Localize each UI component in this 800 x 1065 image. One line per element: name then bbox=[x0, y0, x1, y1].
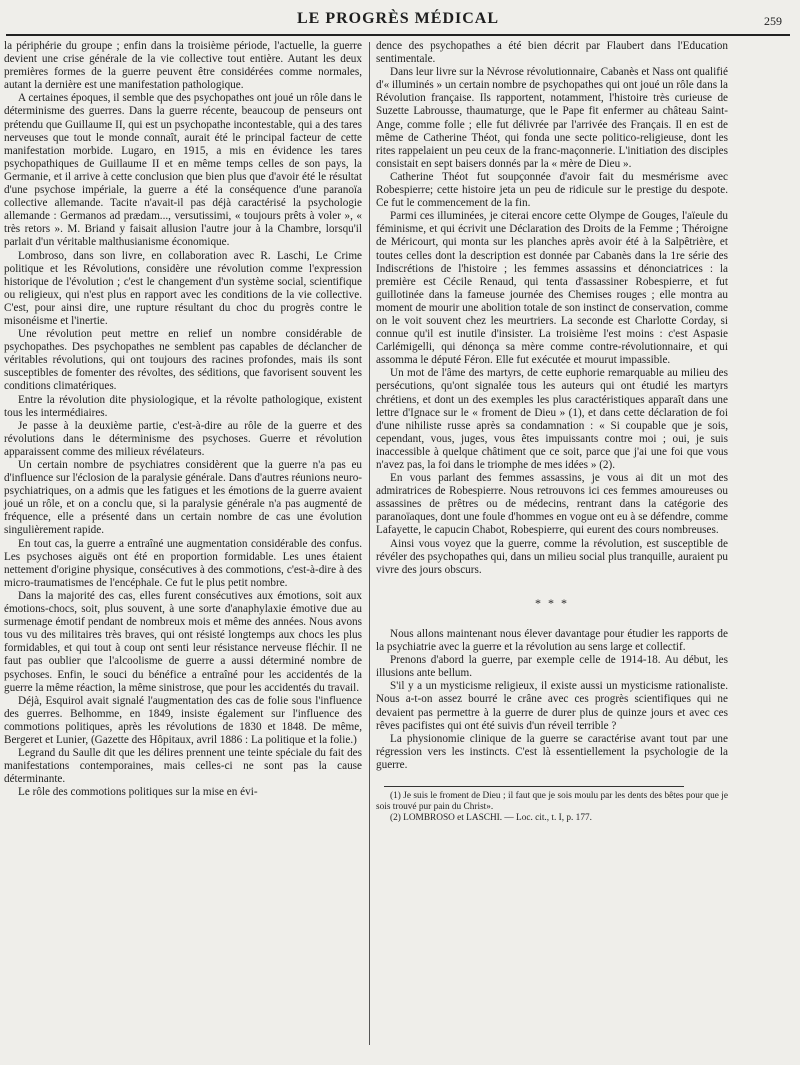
footnote: (1) Je suis le froment de Dieu ; il faut que je sois moulu par les dents des bêtes pour que je sois trouvé pur pain du Christ». bbox=[376, 790, 728, 812]
paragraph: dence des psychopathes a été bien décrit par Flaubert dans l'Education sentimentale. bbox=[376, 40, 728, 66]
page-header bbox=[6, 6, 790, 34]
footnote-rule bbox=[384, 786, 684, 787]
paragraph: la périphérie du groupe ; enfin dans la troisième période, l'actuelle, la guerre devient une crise générale de la vie collective tout entière. Autant les deux premières formes de la guerre peuvent être considérées comme normales, autant la dernière est une manifestation pathologique. bbox=[4, 40, 362, 92]
paragraph: Legrand du Saulle dit que les délires prennent une teinte spéciale du fait des manifestations contemporaines, mais celles-ci ne sont pas la cause déterminante. bbox=[4, 747, 362, 786]
paragraph: Prenons d'abord la guerre, par exemple celle de 1914-18. Au début, les illusions ante bellum. bbox=[376, 654, 728, 680]
paragraph: Le rôle des commotions politiques sur la mise en évi- bbox=[18, 786, 258, 799]
paragraph: La physionomie clinique de la guerre se caractérise avant tout par une régression vers les instincts. C'est là essentiellement la psychologie de la guerre. bbox=[376, 732, 728, 771]
page-number: 259 bbox=[764, 14, 782, 28]
paragraph: A certaines époques, il semble que des psychopathes ont joué un rôle dans le déterminisme des guerres. Dans la guerre récente, beaucoup de penseurs ont prétendu que Guillaume II, qui est un psychopathe incontestable, qui a des tares nerveuses que tout le monde connaît, aurait été le principal facteur de cette manifestation morbide. Lugaro, en 1915, a mis en évidence les tares psychopathiques de Guillaume II et en même temps celles de son pays, la Germanie, et il arrive à cette conclusion que bien plus que d'avoir été le résultat d'une psychose impériale, la guerre a été la conséquence d'une paranoïa collective allemande. Tacite n'avait-il pas déjà caractérisé la psychologie allemande : Germanos ad prædam..., versutissimi, « toujours prêts à voler », « très retors ». M. Briand y faisait allusion l'autre jour à la Chambre, lorsqu'il parlait d'un véritable malthusianisme économique. bbox=[4, 92, 362, 249]
paragraph: Ainsi vous voyez que la guerre, comme la révolution, est susceptible de révéler des psychopathes qui, dans un milieu social plus tranquille, auraient pu vivre des jours obscurs. bbox=[376, 537, 729, 576]
paragraph: Une révolution peut mettre en relief un nombre considérable de psychopathes. Des psychopathes ne semblent pas capables de déclancher de véritables révolutions, qui ont toujours des racines profondes, mais ils sont susceptibles de fomenter des révoltes, des séditions, que favorisent souvent les conditions climatériques. bbox=[4, 328, 362, 393]
running-title: LE PROGRÈS MÉDICAL bbox=[296, 10, 500, 27]
section-ornament: * * * bbox=[535, 595, 569, 610]
paragraph: En vous parlant des femmes assassins, je vous ai dit un mot des admiratrices de Robespierre. Nous retrouvons ici ces femmes amoureuses ou assassines de prêtres ou de médecins, rentrant dans la catégorie des paranoïaques, dont une foule d'hommes en vogue ont eu à se défendre, comme Lafayette, le capucin Chabot, Robespierre, qui eurent des cours nombreuses. bbox=[376, 472, 728, 537]
paragraph: Parmi ces illuminées, je citerai encore cette Olympe de Gouges, l'aïeule du féminisme, et qui écrivit une Déclaration des Droits de la Femme ; Théroigne de Méricourt, qui monta sur les planches après avoir été à la Salpêtrière, et toutes celles dont la description est donnée par Cabanès dans la 1re série des Indiscrétions de l'histoire ; les femmes assassins et dénonciatrices : la première est Cécile Renaud, qui tenta d'assassiner Robespierre, et fut guillotinée dans la fameuse journée des Chemises rouges ; elle montra au moment de mourir une abolition totale de son instinct de conservation, comme on le voit souvent chez les meurtriers. La seconde est Charlotte Corday, si connue qu'il est inutile d'insister. La troisième l'est moins : c'est Aspasie Carlémigelli, qui dénonça sa mère comme contre-révolutionnaire, et qui assomma le député Féron. Elle fut exécutée et mourut impassible. bbox=[376, 210, 728, 367]
left-column bbox=[4, 40, 362, 799]
paragraph: Un mot de l'âme des martyrs, de cette euphorie remarquable au milieu des persécutions, qu'ont signalée tous les auteurs qui ont étudié les martyrs chrétiens, et dont un des exemples les plus caractéristiques apparaît dans une lettre d'Ignace sur le « froment de Dieu » (1), et dans cette déclaration de foi d'une nihiliste russe après sa condamnation : « Si coupable que je sois, cependant, vous, juges, vous êtes impuissants contre moi ; oui, je suis inaccessible à quelque châtiment que ce soit, parce que j'ai une foi que vous n'avez pas, la foi dans le triomphe de mes idées » (2). bbox=[376, 367, 728, 471]
paragraph: Je passe à la deuxième partie, c'est-à-dire au rôle de la guerre et des révolutions dans le déterminisme des psychoses. Guerre et révolution apparaissent comme des milieux révélateurs. bbox=[4, 419, 362, 458]
paragraph: S'il y a un mysticisme religieux, il existe aussi un mysticisme rationaliste. Nous a-t-on assez bourré le crâne avec ces progrès scientifiques qui ne devaient pas permettre à la guerre de durer plus de quinze jours et avec ces rêves pacifistes qui ont été suivis d'un réveil terrible ? bbox=[376, 680, 728, 732]
paragraph: Lombroso, dans son livre, en collaboration avec R. Laschi, Le Crime politique et les Révolutions, considère une révolution comme l'expression historique de l'évolution ; c'est le changement d'un système social, scientifique ou religieux, qui n'est plus en rapport avec les conditions de la vie collective. C'est, pour ainsi dire, une rupture résultant du choc du progrès contre le misonéisme et l'inertie. bbox=[4, 249, 362, 327]
paragraph: Dans leur livre sur la Névrose révolutionnaire, Cabanès et Nass ont qualifié d'« illuminés » un certain nombre de psychopathes qui ont joué un rôle dans la Révolution française. Ils rapportent, notamment, l'histoire très curieuse de Suzette Labrousse, thaumaturge, que le Pape fit enfermer au château Saint-Ange, comme folle ; elle fut délivrée par l'arrivée des Français. Il en est de même de Catherine Théot, qui fonda une secte politico-religieuse, dont les rites rappelaient un peu ceux de la franc-maçonnerie. L'initiation des disciples consistait en sept baisers donnés par la « mère de Dieu ». bbox=[376, 66, 729, 170]
paragraph: Dans la majorité des cas, elles furent consécutives aux émotions, soit aux émotions-chocs, soit, plus souvent, à une sorte d'anaphylaxie émotive due au surmenage émotif pendant de nombreux mois et même des années. Nous avons tous vu des militaires très braves, qui ont résisté longtemps aux chocs les plus formidables, et qui tout à coup ont senti leur résistance nerveuse fléchir. Il ne faut pas oublier que l'alcoolisme de guerre a aussi déterminé nombre de psychoses. Enfin, le souci du bénéfice a entraîné pour les accidentés de la guerre la même réaction, la même sinistrose, que pour les accidentés du travail. bbox=[4, 589, 362, 694]
column-divider bbox=[369, 42, 370, 1045]
paragraph: En tout cas, la guerre a entraîné une augmentation considérable des confus. Les psychoses aiguës ont été en proportion formidable. Les unes étaient nettement d'origine physique, consécutives à des commotions, c'est-à-dire à des micro-traumatismes de l'encéphale. Ce fut le plus petit nombre. bbox=[4, 537, 362, 589]
footnote: (2) LOMBROSO et LASCHI. — Loc. cit., t. I, p. 177. bbox=[390, 812, 592, 823]
paragraph: Un certain nombre de psychiatres considèrent que la guerre n'a pas eu d'influence sur l'éclosion de la paralysie générale. Dans d'autres réunions neuro-psychiatriques, on a admis que les fatigues et les émotions de la guerre avaient joué un rôle, et on a conclu que, si la paralysie générale n'a pas augmenté de fréquence, elle a présenté dans un certain nombre de cas une évolution singulièrement rapide. bbox=[4, 459, 363, 537]
paragraph: Entre la révolution dite physiologique, et la révolte pathologique, existent tous les intermédiaires. bbox=[4, 393, 362, 419]
paragraph: Nous allons maintenant nous élever davantage pour étudier les rapports de la psychiatrie avec la guerre et la révolution au sens large et collectif. bbox=[376, 627, 728, 654]
paragraph: Catherine Théot fut soupçonnée d'avoir fait du mesmérisme avec Robespierre; cette histoire jeta un peu de ridicule sur le prestige du despote. Ce fut le commencement de la fin. bbox=[376, 170, 728, 210]
paragraph: Déjà, Esquirol avait signalé l'augmentation des cas de folie sous l'influence des guerres. Belhomme, en 1849, insiste également sur l'influence des commotions politiques, après les révolutions de 1830 et 1848. De même, Bergeret et Lunier, (Gazette des Hôpitaux, avril 1886 : La politique et la folie.) bbox=[4, 694, 362, 746]
right-column bbox=[376, 40, 728, 824]
header-rule bbox=[6, 34, 790, 36]
